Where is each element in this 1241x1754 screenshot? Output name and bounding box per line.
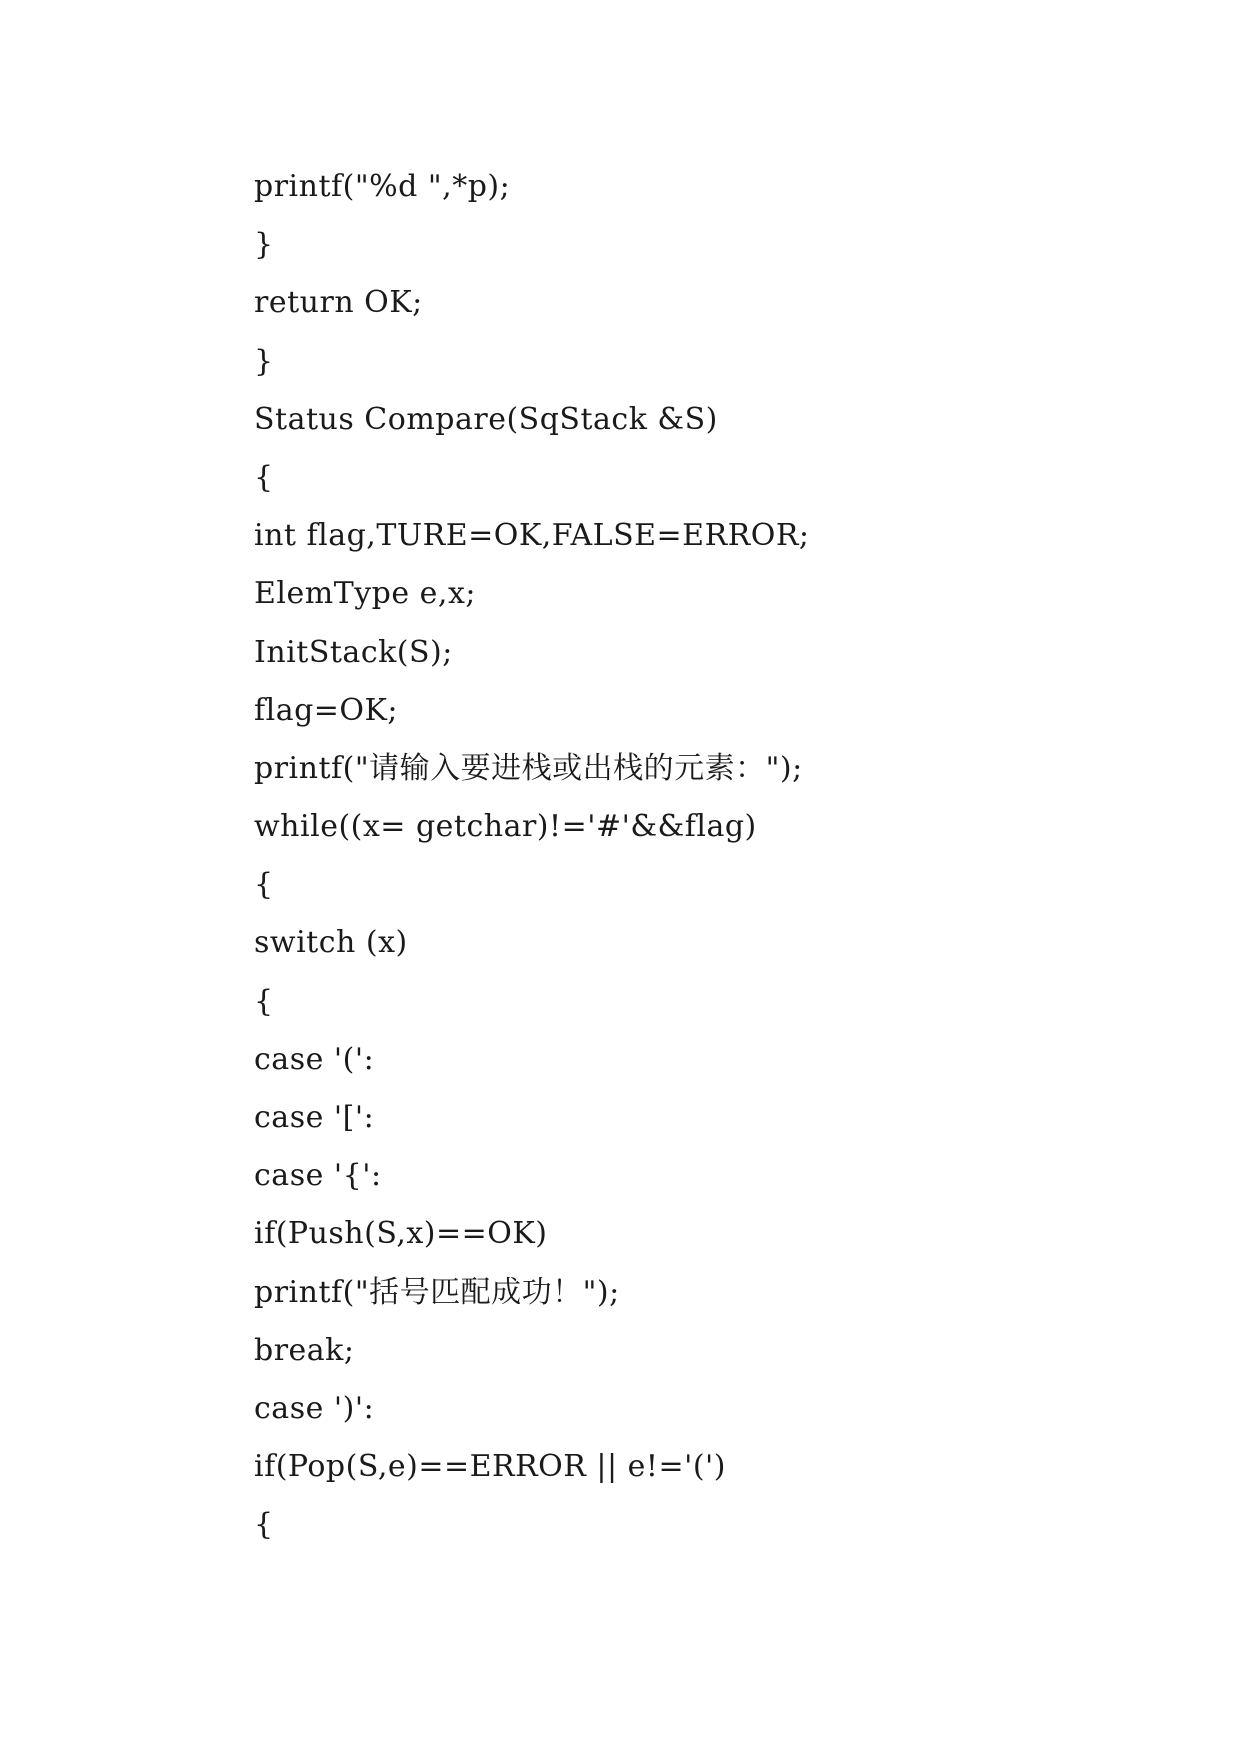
- code-line: printf("%d ",*p);: [254, 169, 511, 204]
- code-line: if(Push(S,x)==OK): [254, 1216, 548, 1252]
- code-line: case '[':: [254, 1100, 375, 1135]
- code-line: printf("请输入要进栈或出栈的元素：");: [254, 750, 803, 786]
- code-listing: [254, 158, 810, 1555]
- code-line: {: [254, 983, 274, 1019]
- code-line: Status Compare(SqStack &S): [254, 401, 718, 437]
- code-line: {: [254, 459, 274, 495]
- code-line: switch (x): [254, 925, 408, 961]
- code-line: while((x= getchar)!='#'&&flag): [254, 809, 757, 845]
- code-line: flag=OK;: [254, 692, 399, 728]
- code-line: }: [254, 227, 274, 263]
- code-line: case ')':: [254, 1390, 375, 1426]
- code-line: int flag,TURE=OK,FALSE=ERROR;: [254, 518, 810, 554]
- code-line: printf("括号匹配成功！");: [254, 1274, 620, 1310]
- code-line: ElemType e,x;: [254, 576, 476, 612]
- code-line: return OK;: [254, 285, 423, 321]
- code-line: case '(':: [254, 1041, 375, 1077]
- code-line: break;: [254, 1332, 355, 1368]
- code-line: {: [254, 1507, 274, 1543]
- code-line: {: [254, 867, 274, 903]
- code-line: case '{':: [254, 1158, 382, 1194]
- code-line: }: [254, 343, 274, 379]
- code-line: InitStack(S);: [254, 634, 453, 670]
- code-line: if(Pop(S,e)==ERROR || e!='('): [254, 1449, 726, 1485]
